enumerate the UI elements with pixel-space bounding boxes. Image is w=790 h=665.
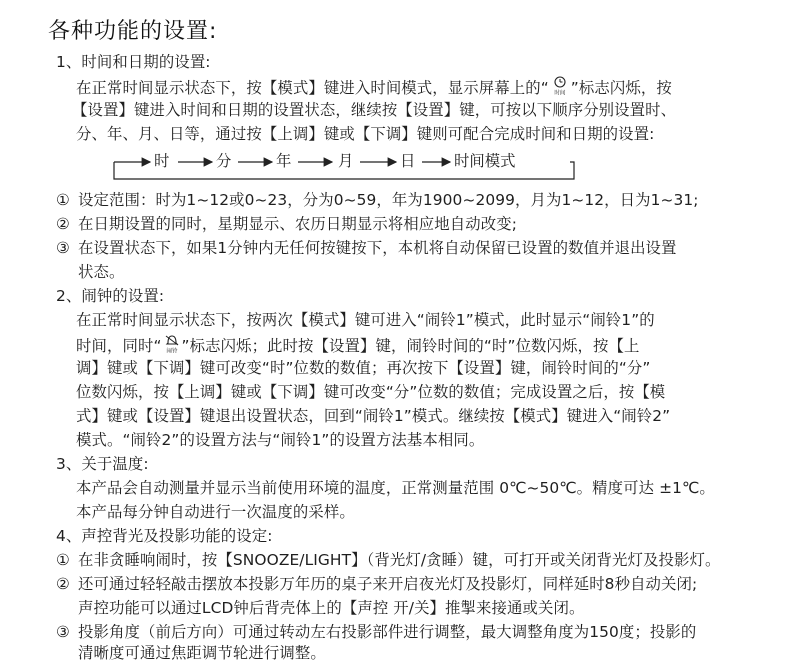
time-date-paragraph-line-2: 【设置】键进入时间和日期的设置状态，继续按【设置】键，可按以下顺序分别设置时、 <box>72 101 677 119</box>
item-number: ① <box>56 551 70 569</box>
text-segment: 时间，同时“ <box>76 337 162 355</box>
note-number: ② <box>56 215 70 233</box>
note-item-3 <box>56 236 677 260</box>
note-text: 设定范围：时为1~12或0~23，分为0~59，年为1900~2099，月为1~12，日为1~31; <box>78 191 699 209</box>
item-text: 在非贪睡响闹时，按【SNOOZE/LIGHT】（背光灯/贪睡）键，可打开或关闭背光灯及投影灯。 <box>78 551 721 569</box>
section-heading-temperature: 3、关于温度: <box>56 455 149 473</box>
page-title: 各种功能的设置: <box>48 19 218 44</box>
backlight-item-1 <box>56 548 720 572</box>
alarm-paragraph-line-4: 位数闪烁，按【上调】键或【下调】键可改变“分”位数的数值；完成设置之后，按【模 <box>76 383 666 401</box>
backlight-item-3-continued: 清晰度可通过焦距调节轮进行调整。 <box>78 644 326 662</box>
alarm-paragraph-line-6: 模式。“闹铃2”的设置方法与“闹铃1”的设置方法基本相同。 <box>76 431 485 449</box>
backlight-item-2-continued: 声控功能可以通过LCD钟后背壳体上的【声控 开/关】推掣来接通或关闭。 <box>78 599 585 617</box>
flow-step-month: 月 <box>338 152 354 170</box>
item-number: ② <box>56 575 70 593</box>
note-number: ① <box>56 191 70 209</box>
note-text: 在设置状态下，如果1分钟内无任何按键按下，本机将自动保留已设置的数值并退出设置 <box>78 239 677 257</box>
alarm-paragraph-line-5: 式】键或【设置】键退出设置状态，回到“闹铃1”模式。继续按【模式】键进入“闹铃2” <box>76 407 671 425</box>
flow-step-minute: 分 <box>216 152 232 170</box>
note-item-1 <box>56 188 699 212</box>
item-number: ③ <box>56 623 70 641</box>
time-setting-flow-diagram <box>112 150 582 184</box>
alarm-paragraph-line-3: 调】键或【下调】键可改变“时”位数的数值；再次按下【设置】键，闹铃时间的“分” <box>76 359 651 377</box>
temperature-paragraph-line-2: 本产品每分钟自动进行一次温度的采样。 <box>76 503 355 521</box>
time-date-paragraph-line-3: 分、年、月、日等，通过按【上调】键或【下调】键则可配合完成时间和日期的设置: <box>76 125 655 143</box>
text-segment: ”标志闪烁；此时按【设置】键，闹铃时间的“时”位数闪烁，按【上 <box>181 337 640 355</box>
note-text: 在日期设置的同时，星期显示、农历日期显示将相应地自动改变; <box>78 215 518 233</box>
flow-step-time-mode: 时间模式 <box>454 152 516 170</box>
flow-step-year: 年 <box>276 152 292 170</box>
section-heading-time-date: 1、时间和日期的设置: <box>56 53 211 71</box>
alarm-paragraph-line-1: 在正常时间显示状态下，按两次【模式】键可进入“闹铃1”模式，此时显示“闹铃1”的 <box>76 311 655 329</box>
text-segment: 在正常时间显示状态下，按【模式】键进入时间模式，显示屏幕上的“ <box>76 79 549 97</box>
item-text: 投影角度（前后方向）可通过转动左右投影部件进行调整，最大调整角度为150度；投影的 <box>78 623 697 641</box>
flow-step-day: 日 <box>400 152 416 170</box>
item-text: 还可通过轻轻敲击摆放本投影万年历的桌子来开启夜光灯及投影灯，同样延时8秒自动关闭; <box>78 575 698 593</box>
temperature-paragraph-line-1: 本产品会自动测量并显示当前使用环境的温度，正常测量范围 0℃~50℃。精度可达 ±1℃。 <box>76 479 715 497</box>
note-number: ③ <box>56 239 70 257</box>
alarm-icon-caption: 闹铃 <box>165 348 178 354</box>
section-heading-backlight: 4、声控背光及投影功能的设定: <box>56 527 273 545</box>
note-item-2 <box>56 212 517 236</box>
clock-icon-caption: 时间 <box>554 90 566 96</box>
section-heading-alarm: 2、闹钟的设置: <box>56 287 165 305</box>
note-item-3-continued: 状态。 <box>78 263 125 281</box>
flow-step-hour: 时 <box>154 152 170 170</box>
text-segment: ”标志闪烁，按 <box>570 79 672 97</box>
backlight-item-2 <box>56 572 697 596</box>
